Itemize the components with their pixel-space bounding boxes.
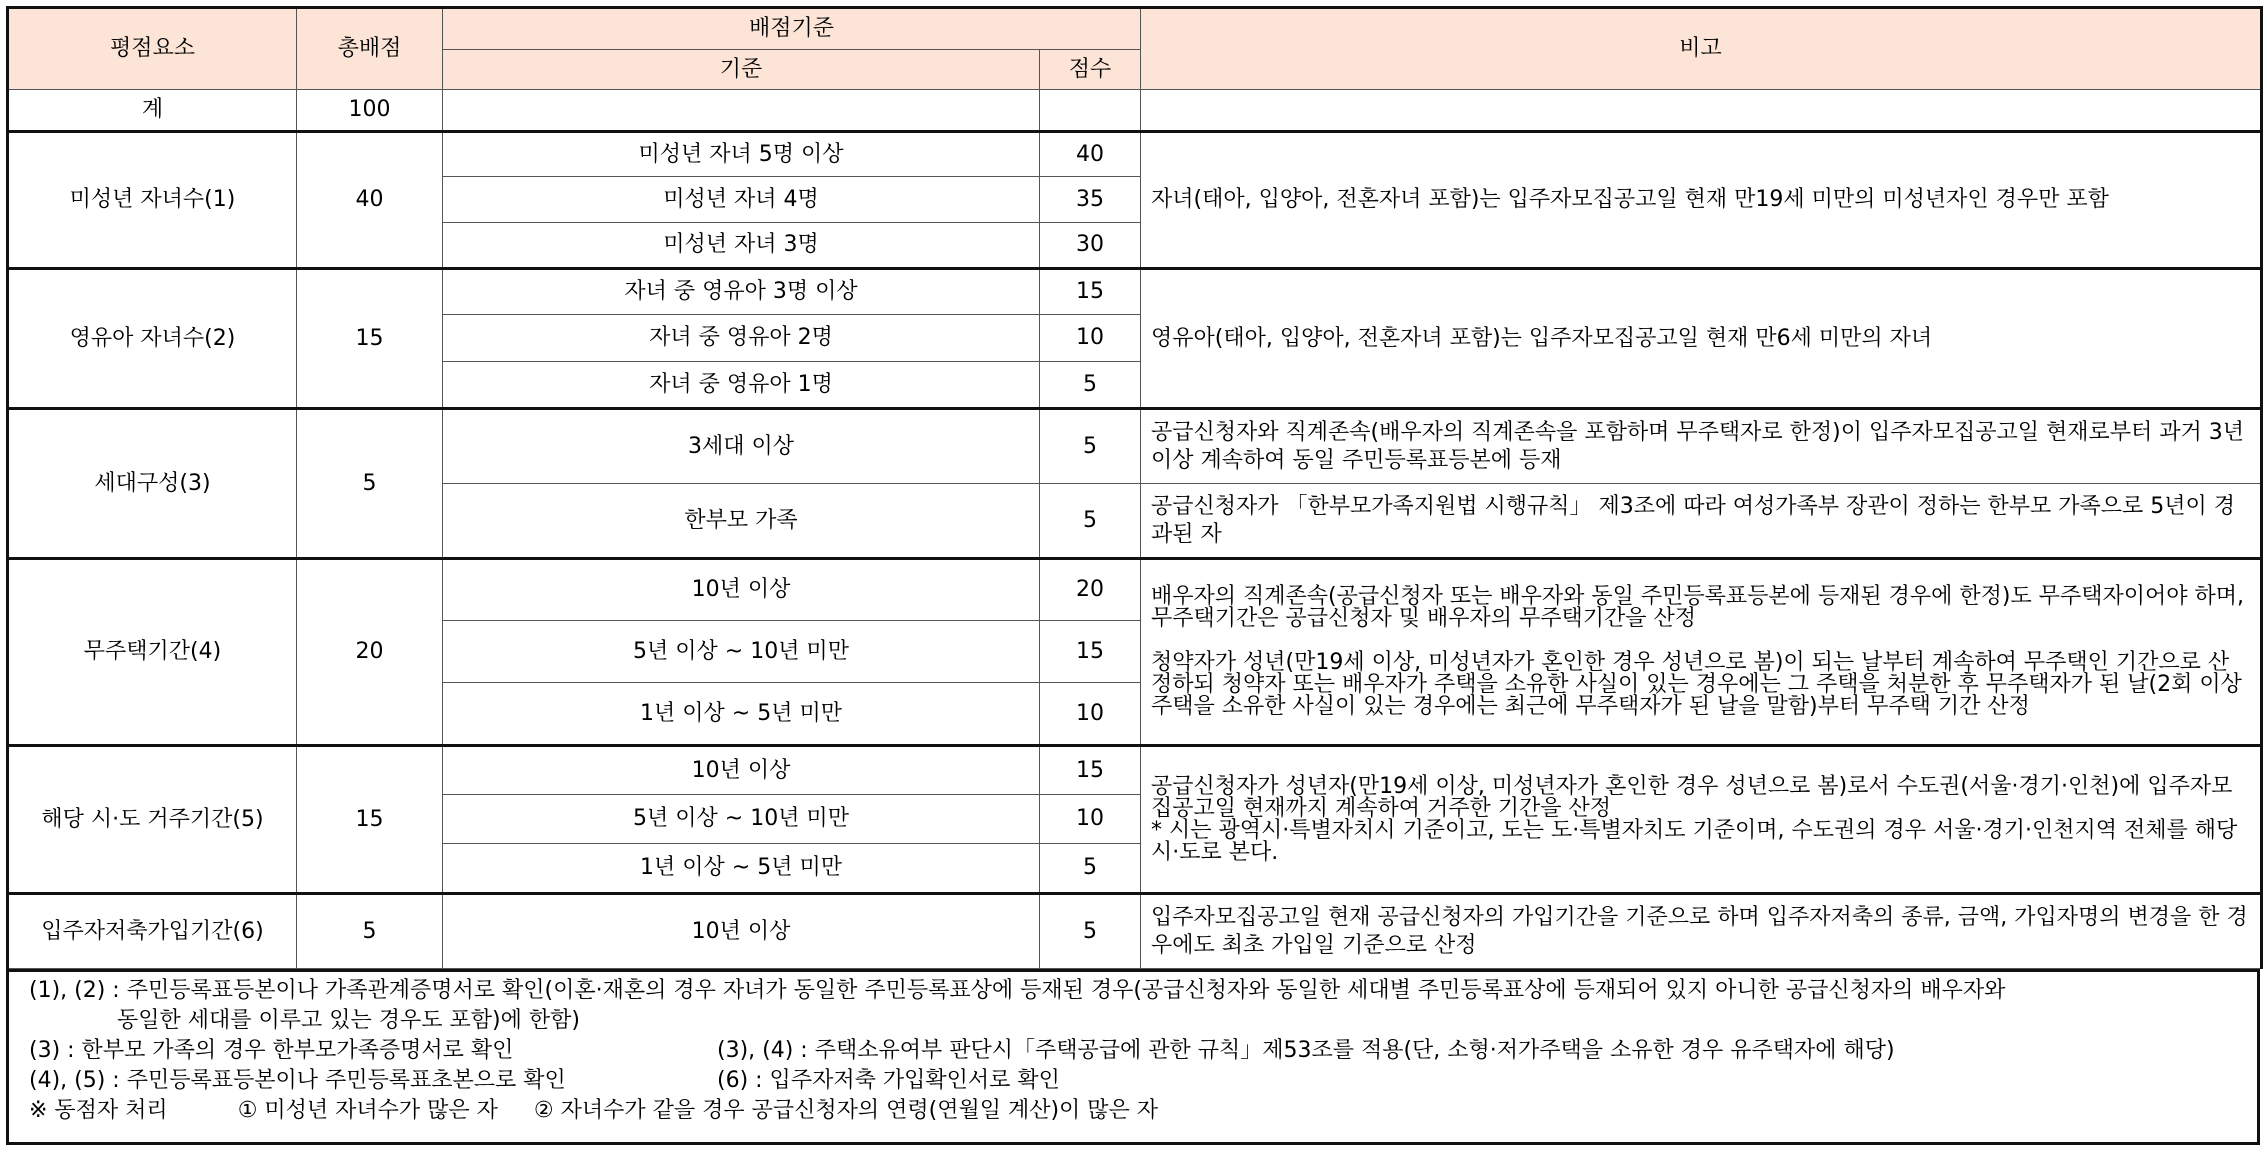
remark-cell [1141, 746, 2262, 894]
score-cell: 5 [1040, 409, 1141, 484]
criteria-cell: 미성년 자녀 5명 이상 [443, 132, 1040, 177]
header-score: 점수 [1040, 50, 1141, 90]
total-cell: 40 [297, 132, 443, 269]
header-criteria: 기준 [443, 50, 1040, 90]
remark-cell: 자녀(태아, 입양아, 전혼자녀 포함)는 입주자모집공고일 현재 만19세 미만의 미성년자인 경우만 포함 [1141, 132, 2262, 269]
table-row [8, 409, 2262, 484]
criteria-cell: 자녀 중 영유아 2명 [443, 315, 1040, 362]
total-cell: 15 [297, 269, 443, 409]
criteria-cell: 자녀 중 영유아 1명 [443, 362, 1040, 409]
footnotes [6, 969, 2260, 1145]
total-cell: 5 [297, 409, 443, 559]
footnote-text: (1), (2) : 주민등록표등본이나 가족관계증명서로 확인(이혼·재혼의 경우 자녀가 동일한 주민등록표상에 등재된 경우(공급신청자와 동일한 세대별 주민등록표상에 등재되어 있지 아니한 공급신청자의 배우자와 [29, 978, 2006, 1003]
remark-paragraph: 공급신청자가 성년자(만19세 이상, 미성년자가 혼인한 경우 성년으로 봄)로서 수도권(서울·경기·인천)에 입주자모집공고일 현재까지 계속하여 거주한 기간을 산정 [1151, 773, 2233, 821]
total-row [8, 90, 2262, 132]
table-row [8, 559, 2262, 621]
footnote-text: (4), (5) : 주민등록표등본이나 주민등록표초본으로 확인 [29, 1068, 566, 1093]
score-cell: 10 [1040, 683, 1141, 746]
footnote-text: (3) : 한부모 가족의 경우 한부모가족증명서로 확인 [29, 1038, 514, 1063]
footnote-text: 동일한 세대를 이루고 있는 경우도 포함)에 한함) [117, 1008, 580, 1033]
criteria-cell: 1년 이상 ~ 5년 미만 [443, 844, 1040, 894]
table-row [8, 132, 2262, 177]
total-cell: 15 [297, 746, 443, 894]
header-factor: 평점요소 [8, 8, 297, 90]
footnote-line [29, 1036, 2241, 1066]
score-cell: 5 [1040, 844, 1141, 894]
score-cell: 5 [1040, 484, 1141, 559]
remark-cell: 공급신청자와 직계존속(배우자의 직계존속을 포함하며 무주택자로 한정)이 입주자모집공고일 현재로부터 과거 3년 이상 계속하여 동일 주민등록표등본에 등재 [1141, 409, 2262, 484]
tie-break-line [29, 1096, 2241, 1126]
score-cell: 10 [1040, 795, 1141, 844]
header-remarks: 비고 [1141, 8, 2262, 90]
footnote-line [29, 976, 2241, 1006]
criteria-cell: 10년 이상 [443, 559, 1040, 621]
total-criteria-empty [443, 90, 1040, 132]
total-value: 100 [297, 90, 443, 132]
remark-cell [1141, 559, 2262, 746]
criteria-cell: 3세대 이상 [443, 409, 1040, 484]
score-cell: 20 [1040, 559, 1141, 621]
criteria-cell: 미성년 자녀 3명 [443, 223, 1040, 269]
score-cell: 15 [1040, 746, 1141, 795]
criteria-cell: 1년 이상 ~ 5년 미만 [443, 683, 1040, 746]
tie-break-rule-1: ① 미성년 자녀수가 많은 자 [237, 1098, 498, 1123]
header-total: 총배점 [297, 8, 443, 90]
remark-cell: 영유아(태아, 입양아, 전혼자녀 포함)는 입주자모집공고일 현재 만6세 미만의 자녀 [1141, 269, 2262, 409]
header-criteria-group: 배점기준 [443, 8, 1141, 50]
criteria-cell: 10년 이상 [443, 746, 1040, 795]
factor-cell: 입주자저축가입기간(6) [8, 894, 297, 969]
score-cell: 15 [1040, 269, 1141, 315]
total-remark-empty [1141, 90, 2262, 132]
factor-cell: 영유아 자녀수(2) [8, 269, 297, 409]
header-row [8, 8, 2262, 50]
table-row [8, 894, 2262, 969]
remark-cell: 공급신청자가 「한부모가족지원법 시행규칙」 제3조에 따라 여성가족부 장관이 정하는 한부모 가족으로 5년이 경과된 자 [1141, 484, 2262, 559]
total-cell: 5 [297, 894, 443, 969]
remark-paragraph: * 시는 광역시·특별자치시 기준이고, 도는 도·특별자치도 기준이며, 수도권의 경우 서울·경기·인천지역 전체를 해당 시·도로 본다. [1151, 817, 2238, 865]
score-cell: 5 [1040, 362, 1141, 409]
score-cell: 40 [1040, 132, 1141, 177]
criteria-cell: 10년 이상 [443, 894, 1040, 969]
remark-paragraph: 배우자의 직계존속(공급신청자 또는 배우자와 동일 주민등록표등본에 등재된 경우에 한정)도 무주택자이어야 하며, 무주택기간은 공급신청자 및 배우자의 무주택기간을 산정 [1151, 584, 2244, 631]
footnote-text: (6) : 입주자저축 가입확인서로 확인 [717, 1068, 1060, 1093]
remark-paragraph: 청약자가 성년(만19세 이상, 미성년자가 혼인한 경우 성년으로 봄)이 되는 날부터 계속하여 무주택인 기간으로 산정하되 청약자 또는 배우자가 주택을 소유한 사실이 있는 경우에는 그 주택을 처분한 후 무주택자가 된 날(2회 이상 주택을 소유한 사실이 있는 경우에는 최근에 무주택자가 된 날을 말함)부터 무주택 기간 산정 [1151, 650, 2242, 719]
score-cell: 15 [1040, 621, 1141, 683]
factor-cell: 세대구성(3) [8, 409, 297, 559]
score-cell: 35 [1040, 177, 1141, 223]
factor-cell: 해당 시·도 거주기간(5) [8, 746, 297, 894]
scoring-table [6, 6, 2263, 969]
scoring-document [6, 6, 2260, 1145]
criteria-cell: 자녀 중 영유아 3명 이상 [443, 269, 1040, 315]
criteria-cell: 5년 이상 ~ 10년 미만 [443, 795, 1040, 844]
table-row [8, 746, 2262, 795]
tie-break-label: ※ 동점자 처리 [29, 1098, 168, 1123]
footnote-line [29, 1066, 2241, 1096]
table-row [8, 269, 2262, 315]
criteria-cell: 한부모 가족 [443, 484, 1040, 559]
tie-break-rule-2: ② 자녀수가 같을 경우 공급신청자의 연령(연월일 계산)이 많은 자 [533, 1098, 1159, 1123]
score-cell: 5 [1040, 894, 1141, 969]
total-score-empty [1040, 90, 1141, 132]
score-cell: 30 [1040, 223, 1141, 269]
criteria-cell: 미성년 자녀 4명 [443, 177, 1040, 223]
footnote-text: (3), (4) : 주택소유여부 판단시「주택공급에 관한 규칙」제53조를 적용(단, 소형·저가주택을 소유한 경우 유주택자에 해당) [717, 1038, 1895, 1063]
score-cell: 10 [1040, 315, 1141, 362]
footnote-line [29, 1006, 2241, 1036]
remark-cell: 입주자모집공고일 현재 공급신청자의 가입기간을 기준으로 하며 입주자저축의 종류, 금액, 가입자명의 변경을 한 경우에도 최초 가입일 기준으로 산정 [1141, 894, 2262, 969]
factor-cell: 미성년 자녀수(1) [8, 132, 297, 269]
total-cell: 20 [297, 559, 443, 746]
criteria-cell: 5년 이상 ~ 10년 미만 [443, 621, 1040, 683]
factor-cell: 무주택기간(4) [8, 559, 297, 746]
total-label: 계 [8, 90, 297, 132]
